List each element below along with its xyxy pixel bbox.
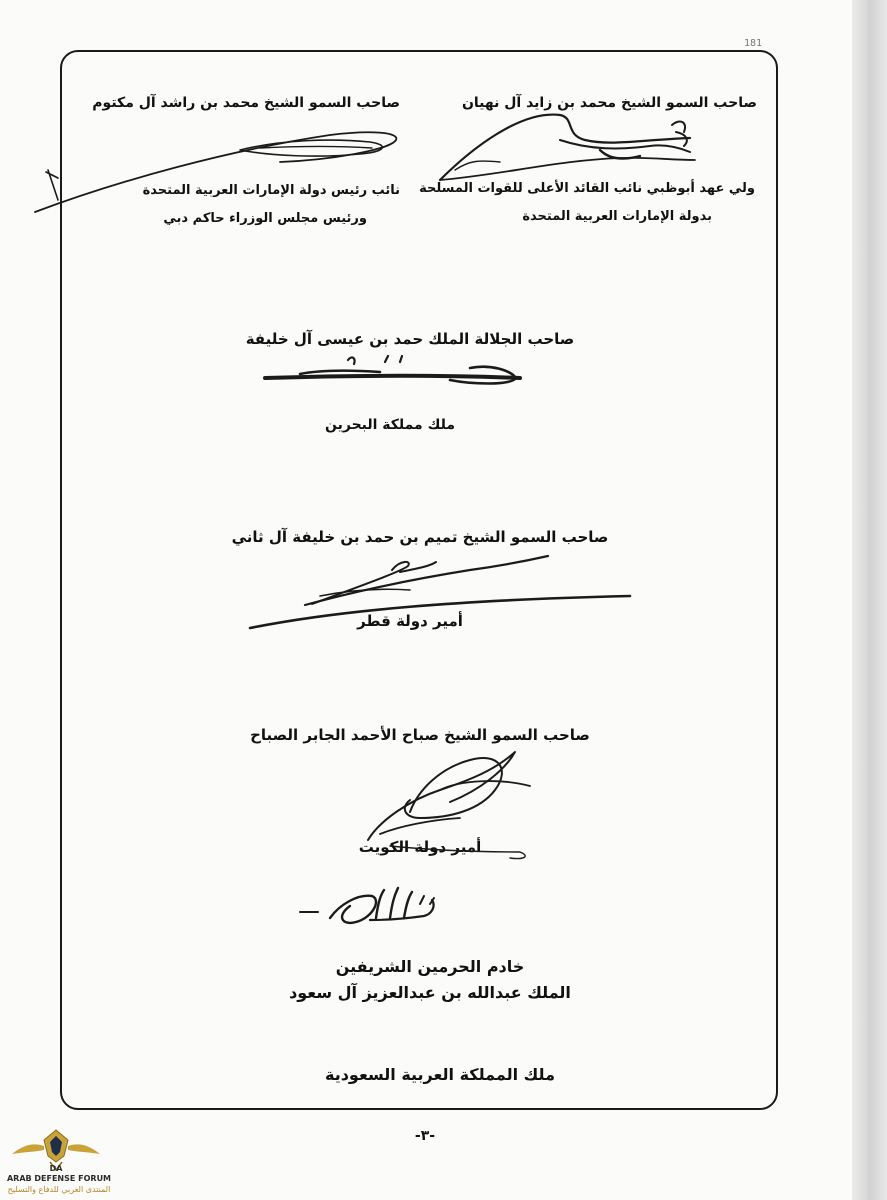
signatory-5-title: أمير دولة الكويت	[358, 838, 482, 856]
signatory-1-name: صاحب السمو الشيخ محمد بن زايد آل نهيان	[461, 95, 757, 111]
signatory-2-name: صاحب السمو الشيخ محمد بن راشد آل مكتوم	[92, 95, 400, 111]
signature-5-icon	[368, 752, 530, 859]
signature-4-icon	[250, 556, 630, 628]
signature-2-icon	[35, 132, 396, 212]
signatory-1-title-line1: ولي عهد أبوظبي نائب القائد الأعلى للقوات المسلحة	[419, 181, 755, 196]
logo-da-text: DA	[49, 1164, 63, 1173]
signatory-3-title: ملك مملكة البحرين	[325, 417, 455, 433]
watermark-title: ARAB DEFENSE FORUM	[6, 1174, 112, 1183]
signatory-3-name: صاحب الجلالة الملك حمد بن عيسى آل خليفة	[245, 330, 575, 348]
signature-3-icon	[265, 356, 520, 384]
signatory-6-title: ملك المملكة العربية السعودية	[324, 1065, 555, 1084]
page-number: -٣-	[414, 1128, 436, 1144]
signatory-6-honorific: خادم الحرمين الشريفين	[335, 957, 525, 976]
signatory-5-name: صاحب السمو الشيخ صباح الأحمد الجابر الصباح	[250, 726, 590, 744]
signatory-6-name: الملك عبدالله بن عبدالعزيز آل سعود	[289, 983, 571, 1002]
signature-6-icon	[300, 888, 434, 923]
signatory-2-title-line2: ورئيس مجلس الوزراء حاكم دبي	[163, 211, 367, 226]
signatory-4-name: صاحب السمو الشيخ تميم بن حمد بن خليفة آل ثاني	[231, 528, 609, 546]
signature-1-icon	[440, 115, 695, 180]
signatory-2-title-line1: نائب رئيس دولة الإمارات العربية المتحدة	[142, 183, 400, 198]
corner-number: 181	[744, 38, 763, 49]
signatory-4-title: أمير دولة قطر	[357, 612, 463, 630]
page-edge	[868, 0, 887, 1200]
signatory-1-title-line2: بدولة الإمارات العربية المتحدة	[522, 209, 712, 224]
watermark-subtitle: المنتدى العربي للدفاع والتسليح	[7, 1185, 111, 1194]
